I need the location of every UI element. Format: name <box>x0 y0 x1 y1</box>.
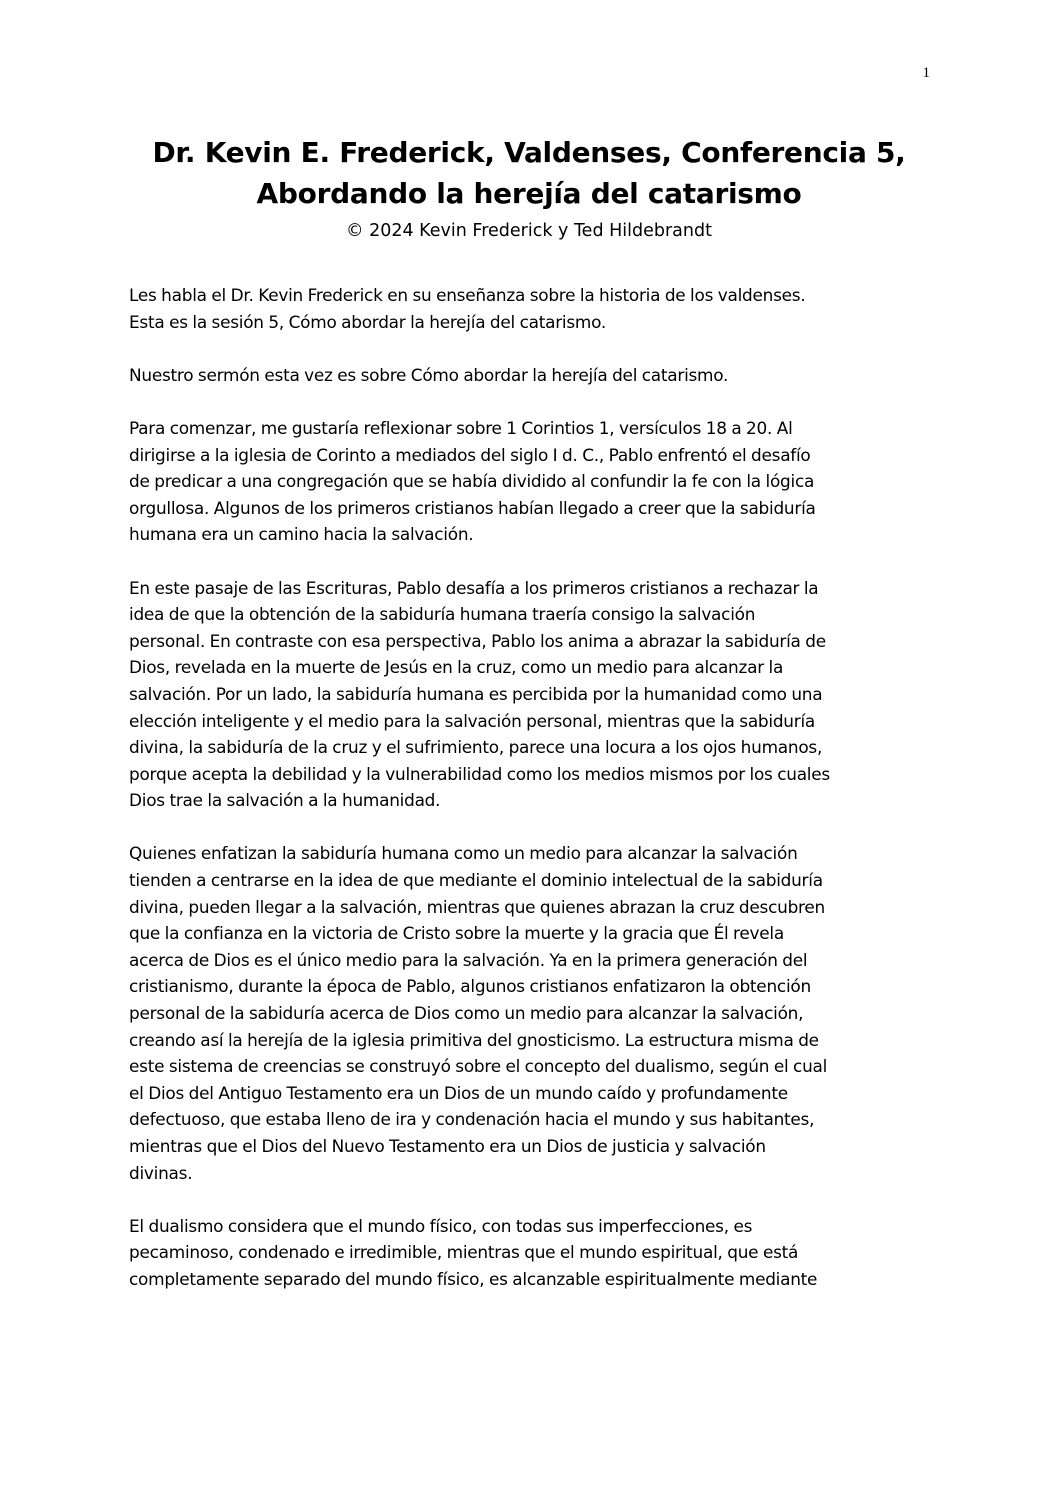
text-line: Esta es la sesión 5, Cómo abordar la herejía del catarismo. <box>129 311 606 332</box>
text-line: Quienes enfatizan la sabiduría humana como un medio para alcanzar la salvación <box>129 843 798 864</box>
title-line: Abordando la herejía del catarismo <box>256 177 802 210</box>
paragraph <box>129 282 939 335</box>
text-line: Nuestro sermón esta vez es sobre Cómo abordar la herejía del catarismo. <box>129 364 729 385</box>
text-line: porque acepta la debilidad y la vulnerabilidad como los medios mismos por los cuales <box>129 763 830 784</box>
document-title <box>100 132 958 214</box>
text-line: este sistema de creencias se construyó sobre el concepto del dualismo, según el cual <box>129 1056 828 1077</box>
text-line: completamente separado del mundo físico, es alcanzable espiritualmente mediante <box>129 1268 818 1289</box>
text-line: Dios, revelada en la muerte de Jesús en la cruz, como un medio para alcanzar la <box>129 657 784 678</box>
page-number: 1 <box>922 65 930 81</box>
text-line: cristianismo, durante la época de Pablo, algunos cristianos enfatizaron la obtención <box>129 976 811 997</box>
text-line: Dios trae la salvación a la humanidad. <box>129 790 441 811</box>
paragraph <box>129 362 939 389</box>
text-line: mientras que el Dios del Nuevo Testamento era un Dios de justicia y salvación <box>129 1136 766 1156</box>
text-line: acerca de Dios es el único medio para la salvación. Ya en la primera generación del <box>129 949 808 970</box>
text-line: elección inteligente y el medio para la salvación personal, mientras que la sabiduría <box>129 710 815 731</box>
text-line: divina, la sabiduría de la cruz y el sufrimiento, parece una locura a los ojos humanos, <box>129 737 823 758</box>
paragraph <box>129 415 939 548</box>
text-line: divinas. <box>129 1162 193 1183</box>
text-line: En este pasaje de las Escrituras, Pablo desafía a los primeros cristianos a rechazar la <box>129 577 819 598</box>
text-line: el Dios del Antiguo Testamento era un Dios de un mundo caído y profundamente <box>129 1082 788 1103</box>
paragraph <box>129 840 939 1186</box>
text-line: salvación. Por un lado, la sabiduría humana es percibida por la humanidad como una <box>129 683 823 704</box>
text-line: personal de la sabiduría acerca de Dios como un medio para alcanzar la salvación, <box>129 1003 804 1024</box>
text-line: tienden a centrarse en la idea de que mediante el dominio intelectual de la sabiduría <box>129 870 823 891</box>
text-line: idea de que la obtención de la sabiduría humana traería consigo la salvación <box>129 604 756 625</box>
text-line: defectuoso, que estaba lleno de ira y condenación hacia el mundo y sus habitantes, <box>129 1109 815 1130</box>
text-line: personal. En contraste con esa perspectiva, Pablo los anima a abrazar la sabiduría de <box>129 630 826 651</box>
text-line: humana era un camino hacia la salvación. <box>129 524 474 545</box>
copyright-notice: © 2024 Kevin Frederick y Ted Hildebrandt <box>346 221 712 241</box>
text-line: que la confianza en la victoria de Cristo sobre la muerte y la gracia que Él revela <box>129 923 784 944</box>
document-body <box>129 282 939 1319</box>
text-line: pecaminoso, condenado e irredimible, mientras que el mundo espiritual, que está <box>129 1242 799 1263</box>
text-line: Les habla el Dr. Kevin Frederick en su enseñanza sobre la historia de los valdenses. <box>129 285 806 305</box>
text-line: dirigirse a la iglesia de Corinto a mediados del siglo I d. C., Pablo enfrentó el desafío <box>129 444 811 465</box>
paragraph <box>129 575 939 814</box>
title-line: Dr. Kevin E. Frederick, Valdenses, Conferencia 5, <box>152 136 906 169</box>
text-line: creando así la herejía de la iglesia primitiva del gnosticismo. La estructura misma de <box>129 1029 819 1050</box>
text-line: de predicar a una congregación que se había dividido al confundir la fe con la lógica <box>129 471 815 492</box>
text-line: El dualismo considera que el mundo físico, con todas sus imperfecciones, es <box>129 1215 753 1236</box>
text-line: orgullosa. Algunos de los primeros cristianos habían llegado a creer que la sabiduría <box>129 497 816 518</box>
text-line: Para comenzar, me gustaría reflexionar sobre 1 Corintios 1, versículos 18 a 20. Al <box>129 417 793 438</box>
paragraph <box>129 1213 939 1293</box>
text-line: divina, pueden llegar a la salvación, mientras que quienes abrazan la cruz descubren <box>129 896 825 917</box>
